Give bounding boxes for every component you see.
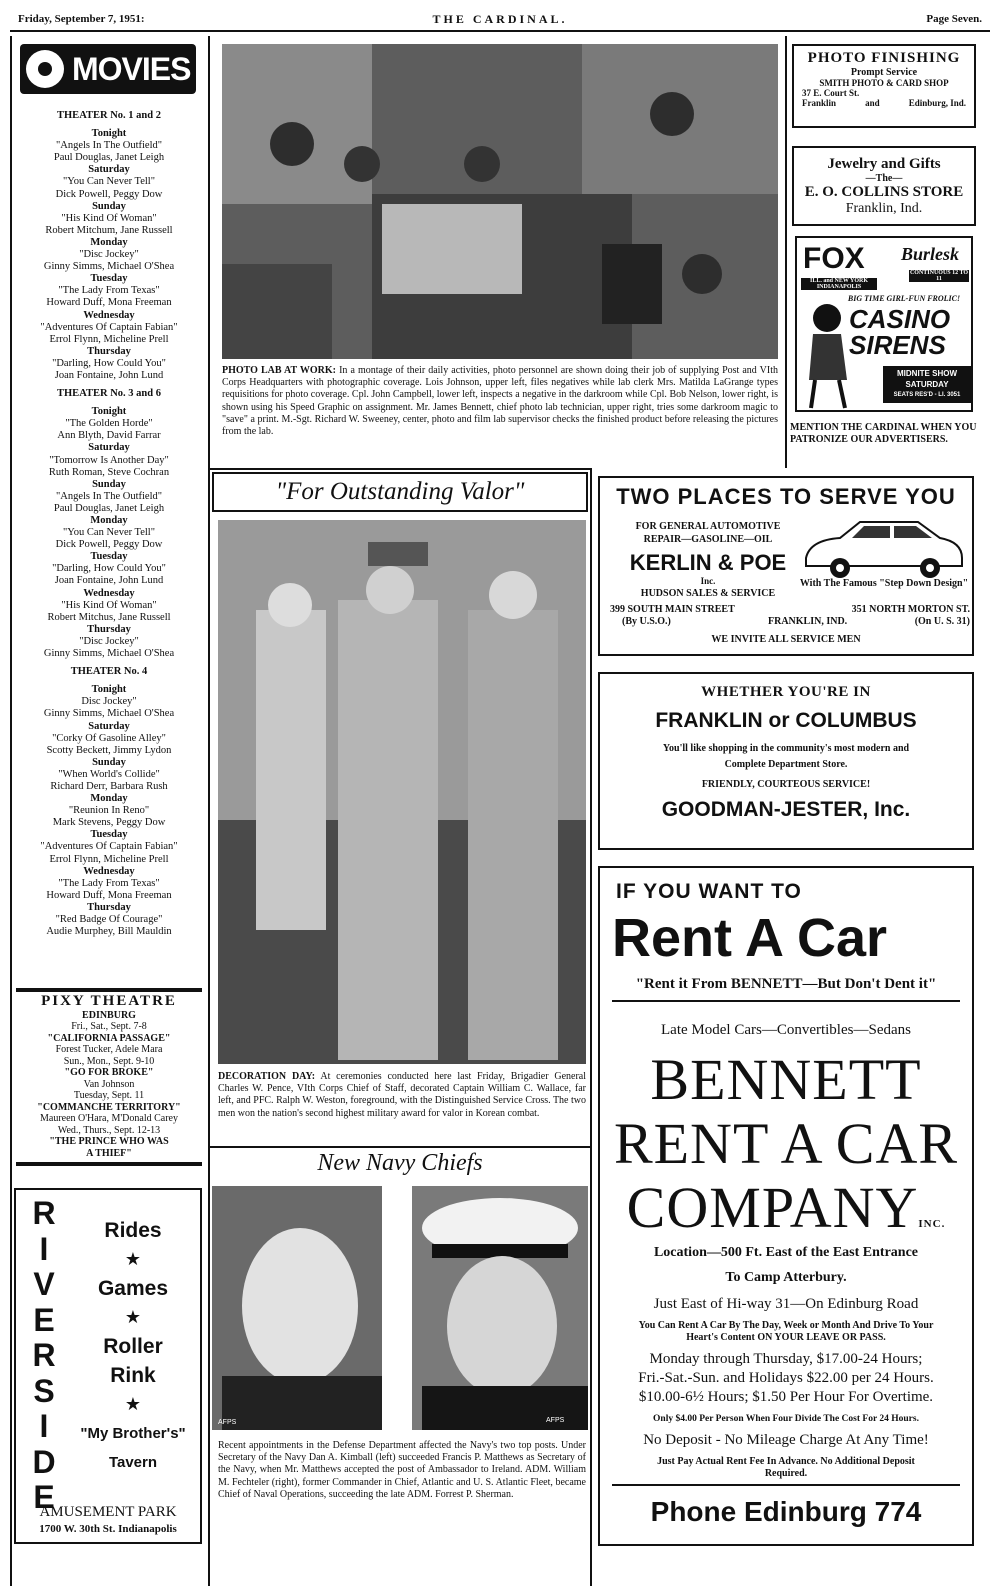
ad-line: Late Model Cars—Convertibles—Sedans (661, 1022, 911, 1038)
kimball-portrait (212, 1186, 382, 1430)
ad-line: No Deposit - No Mileage Charge At Any Time! (643, 1432, 929, 1448)
page-border (10, 36, 12, 1586)
movie-listings (14, 104, 204, 938)
listing: Sunday "His Kind Of Woman" Robert Mitchum, Jane Russell (45, 200, 173, 236)
bennett-rates: Monday through Thursday, $17.00-24 Hours; Fri.-Sat.-Sun. and Holidays $22.00 per 24 Hours. $10.00-6½ Hours; $1.50 Per Hour For Overtime. (638, 1351, 934, 1405)
attraction: Tavern (108, 1454, 158, 1471)
ad-divider (612, 1484, 960, 1486)
riverside-attractions (68, 1216, 198, 1477)
pixy-line: "GO FOR BROKE" (64, 1067, 154, 1078)
pixy-line: Maureen O'Hara, M'Donald Carey (40, 1113, 178, 1124)
pixy-line: Van Johnson (83, 1078, 135, 1090)
listing: Wednesday "His Kind Of Woman" Robert Mitchus, Jane Russell (47, 587, 171, 623)
column-rule (590, 468, 592, 1586)
valor-caption (218, 1071, 586, 1120)
ad-line: With The Famous "Step Down Design" (799, 578, 969, 589)
kerlin-services: FOR GENERAL AUTOMOTIVE REPAIR—GASOLINE—OIL (635, 521, 781, 545)
pixy-line: Wed., Thurs., Sept. 12-13 (57, 1124, 161, 1136)
movies-logo (20, 44, 196, 94)
section-rule (210, 468, 590, 470)
kerlin-address-1: 399 SOUTH MAIN STREET (By U.S.O.) (610, 604, 735, 627)
bennett-location: Location—500 Ft. East of the East Entrance To Camp Atterbury. (653, 1245, 919, 1285)
listing: Thursday "Disc Jockey" Ginny Simms, Michael O'Shea (43, 623, 175, 660)
listing: Tuesday "Darling, How Could You" Joan Fontaine, John Lund (52, 551, 166, 587)
pixy-line: Sun., Mon., Sept. 9-10 (63, 1055, 155, 1067)
ad-slogan: "Rent it From BENNETT—But Don't Dent it" (635, 976, 937, 992)
goodman-jester-ad (598, 672, 974, 850)
riverside-ad (14, 1188, 202, 1544)
listing: Wednesday "The Lady From Texas" Howard Duff, Mona Freeman (46, 865, 172, 901)
ad-line: Just East of Hi-way 31—On Edinburg Road (653, 1296, 919, 1312)
valor-heading: "For Outstanding Valor" (275, 478, 525, 505)
pixy-line: "COMMANCHE TERRITORY" (37, 1101, 181, 1113)
caption-lead: PHOTO LAB AT WORK: (222, 365, 337, 376)
fox-tag: CONTINUOUS 12 TO 11 (909, 270, 969, 282)
ad-line: Franklin, Ind. (845, 201, 923, 216)
ad-line: E. O. COLLINS STORE (804, 184, 964, 200)
fechteler-photo (412, 1186, 588, 1430)
ad-divider (612, 1000, 960, 1002)
photo-lab-caption (222, 365, 778, 438)
ad-line: Prompt Service (850, 67, 918, 78)
theater-name: THEATER No. 1 and 2 (57, 110, 161, 121)
ad-line: Franklin and Edinburg, Ind. (802, 98, 966, 108)
kerlin-poe-ad (598, 476, 974, 656)
photo-lab-montage (222, 44, 778, 359)
park-address: 1700 W. 30th St. Indianapolis (39, 1523, 177, 1535)
listing: Tonight "Angels In The Outfield" Paul Douglas, Janet Leigh (53, 128, 165, 164)
riverside-footer (18, 1504, 198, 1538)
ad-line: FRANKLIN, IND. (768, 616, 848, 627)
pixy-line: A THIEF" (86, 1147, 132, 1159)
photo-credit: AFPS (546, 1417, 565, 1424)
page-number: Page Seven. (926, 13, 982, 25)
paper-name: THE CARDINAL. (432, 12, 568, 26)
attraction: Games (97, 1277, 169, 1300)
midnite-show-box: MIDNITE SHOW SATURDAY SEATS RES'D - LI. 3051 (883, 366, 971, 403)
pixy-theatre-ad (16, 988, 202, 1166)
film-reel-icon (26, 50, 64, 88)
goodman-towns: FRANKLIN or COLUMBUS (655, 709, 917, 732)
rent-a-car-headline: Rent A Car (612, 908, 888, 968)
star-icon: ★ (124, 1249, 142, 1269)
attraction: Roller (103, 1335, 163, 1358)
photo-montage-image (222, 44, 778, 359)
theater-block (14, 110, 204, 382)
ad-title: Jewelry and Gifts (827, 156, 941, 172)
column-rule (208, 36, 210, 1586)
bennett-rent-a-car-ad (598, 866, 974, 1546)
park-name: AMUSEMENT PARK (39, 1504, 177, 1520)
theater-name: THEATER No. 3 and 6 (57, 388, 161, 400)
ad-line: —The— (865, 173, 903, 184)
listing: Saturday "Corky Of Gasoline Alley" Scotty Beckett, Jimmy Lydon (46, 720, 172, 756)
caption-lead: DECORATION DAY: (218, 1071, 316, 1082)
valor-heading-box (212, 472, 588, 512)
kerlin-address-2: 351 NORTH MORTON ST. (On U. S. 31) (851, 604, 970, 627)
caption-text: At ceremonies conducted here last Friday, Brigadier General Charles W. Pence, VIth Corps Chief of Staff, decorated Captain William C. Wallace, far left, and PFC. Ralph W. Weston, foreground, with the Distinguished Service Cross. The two men won the nation's second highest military award for valor in Korean combat. (218, 1071, 586, 1119)
caption-text: In a montage of their daily activities, photo personnel are shown doing their job of supplying Post and VIth Corps Headquarters with photographic coverage. Lois Johnson, upper left, files negatives while lab clerk Mrs. Matilda LaGrange types requisitions for photo coverage. Cpl. John Campbell, lower left, inspects a negative in the darkroom while Cpl. Bob Nelson, lower right, is shown using his Speed Graphic on assignment. Mr. James Bennett, chief photo lab technician, upper right, tries some darkroom magic to "save" a print. M.-Sgt. Richard W. Sweeney, center, photo and film lab supervisor checks the finished product before releasing the pictures from the lab. (222, 365, 779, 438)
ad-line: 37 E. Court St. (802, 88, 860, 98)
pixy-line: Tuesday, Sept. 11 (73, 1090, 145, 1101)
goodman-name: GOODMAN-JESTER, Inc. (661, 798, 911, 821)
listing: Tonight Disc Jockey" Ginny Simms, Michael O'Shea (43, 684, 175, 720)
pixy-line: Fri., Sat., Sept. 7-8 (71, 1021, 147, 1032)
attraction: "My Brother's" (80, 1425, 186, 1442)
listing: Tuesday "The Lady From Texas" Howard Duff, Mona Freeman (46, 273, 172, 309)
star-icon: ★ (124, 1307, 142, 1327)
ad-line: SMITH PHOTO & CARD SHOP (819, 78, 949, 88)
ad-line: IF YOU WANT TO (616, 880, 802, 903)
bennett-rent-terms: You Can Rent A Car By The Day, Week or Month And Drive To Your Heart's Content ON YOUR LEAVE OR PASS. (638, 1320, 934, 1343)
listing: Wednesday "Adventures Of Captain Fabian" Errol Flynn, Micheline Prell (40, 309, 178, 345)
listing: Sunday "When World's Collide" Richard Derr, Barbara Rush (50, 756, 168, 792)
caption-text: Recent appointments in the Defense Department affected the Navy's two top posts. Under Secretary of the Navy Dan A. Kimball (left) succeeded Francis P. Matthews as Secretary of the Navy, when Mr. Matthews accepted the post of Ambassador to Ireland. ADM. William M. Fechteler (right), former Commander in Chief, Atlantic and U. S. Atlantic Fleet, became Chief of Naval Operations, succeeding the late ADM. Forrest P. Sherman. (218, 1440, 586, 1500)
pixy-line: Forest Tucker, Adele Mara (55, 1044, 163, 1055)
ad-title: PHOTO FINISHING (807, 50, 961, 66)
bennett-payment: Just Pay Actual Rent Fee In Advance. No Additional Deposit Required. (657, 1456, 915, 1479)
jewelry-ad (792, 146, 976, 226)
listing: Thursday "Darling, How Could You" Joan Fontaine, John Lund (52, 345, 166, 381)
kimball-photo (212, 1186, 382, 1430)
listing: Monday "Reunion In Reno" Mark Stevens, Peggy Dow (52, 793, 166, 829)
kerlin-name: KERLIN & POE (629, 550, 787, 575)
ad-line: Inc. (700, 576, 716, 586)
navy-heading-box (212, 1150, 588, 1182)
car-illustration (800, 514, 966, 580)
ad-headline: TWO PLACES TO SERVE YOU (616, 484, 956, 509)
mention-notice (790, 422, 978, 446)
ad-line: You'll like shopping in the community's most modern and Complete Department Store. (662, 743, 910, 770)
pixy-line: "CALIFORNIA PASSAGE" (47, 1032, 171, 1044)
fox-tagline: BIG TIME GIRL-FUN FROLIC! (847, 294, 961, 303)
fox-tag: ILL. and NEW YORK INDIANAPOLIS (801, 278, 877, 290)
photo-credit: AFPS (218, 1419, 237, 1426)
navy-caption (218, 1440, 586, 1501)
attraction: Rink (110, 1364, 156, 1387)
fox-logo: FOX (803, 242, 865, 275)
valor-photo-image (218, 520, 586, 1064)
column-rule (785, 36, 787, 468)
fechteler-portrait (412, 1186, 588, 1430)
pixy-town: EDINBURG (82, 1009, 136, 1021)
section-rule (210, 1146, 590, 1148)
listing: Sunday "Angels In The Outfield" Paul Douglas, Janet Leigh (53, 478, 165, 514)
pixy-name: PIXY THEATRE (41, 993, 177, 1009)
photo-finishing-ad (792, 44, 976, 128)
ad-line: FRIENDLY, COURTEOUS SERVICE! (701, 779, 871, 790)
ad-line: WHETHER YOU'RE IN (701, 684, 871, 700)
issue-date: Friday, September 7, 1951: (18, 13, 145, 25)
ad-line: HUDSON SALES & SERVICE (640, 588, 776, 599)
attraction: Rides (104, 1219, 162, 1242)
bennett-phone: Phone Edinburg 774 (650, 1496, 922, 1527)
navy-heading: New Navy Chiefs (317, 1150, 483, 1176)
listing: Thursday "Red Badge Of Courage" Audie Murphey, Bill Mauldin (46, 901, 172, 938)
pixy-line: "THE PRINCE WHO WAS (49, 1136, 169, 1147)
listing: Saturday "You Can Never Tell" Dick Powell, Peggy Dow (55, 164, 163, 200)
movies-logo-text: MOVIES (72, 50, 191, 87)
masthead (10, 6, 990, 32)
listing: Tonight "The Golden Horde" Ann Blyth, David Farrar (57, 406, 161, 442)
mention-text: MENTION THE CARDINAL WHEN YOU PATRONIZE OUR ADVERTISERS. (790, 422, 977, 445)
bennett-company-name: BENNETT RENT A CAR COMPANYINC. (613, 1047, 959, 1240)
fox-show-title: CASINO SIRENS (849, 304, 951, 360)
ad-line: WE INVITE ALL SERVICE MEN (711, 634, 861, 645)
listing: Monday "Disc Jockey" Ginny Simms, Michael O'Shea (43, 236, 175, 273)
showgirl-illustration (801, 300, 855, 410)
listing: Monday "You Can Never Tell" Dick Powell, Peggy Dow (55, 515, 163, 551)
theater-name: THEATER No. 4 (70, 666, 148, 678)
star-icon: ★ (124, 1394, 142, 1414)
burlesk-text: Burlesk (901, 244, 960, 264)
listing: Tuesday "Adventures Of Captain Fabian" Errol Flynn, Micheline Prell (40, 829, 178, 865)
valor-photo (218, 520, 586, 1064)
fox-burlesk-ad (795, 236, 973, 412)
riverside-vertical-name: R I V E R S I D E (32, 1195, 56, 1515)
theater-block (14, 666, 204, 938)
listing: Saturday "Tomorrow Is Another Day" Ruth Roman, Steve Cochran (48, 442, 170, 478)
ad-line: Only $4.00 Per Person When Four Divide The Cost For 24 Hours. (653, 1414, 919, 1424)
theater-block (14, 388, 204, 660)
